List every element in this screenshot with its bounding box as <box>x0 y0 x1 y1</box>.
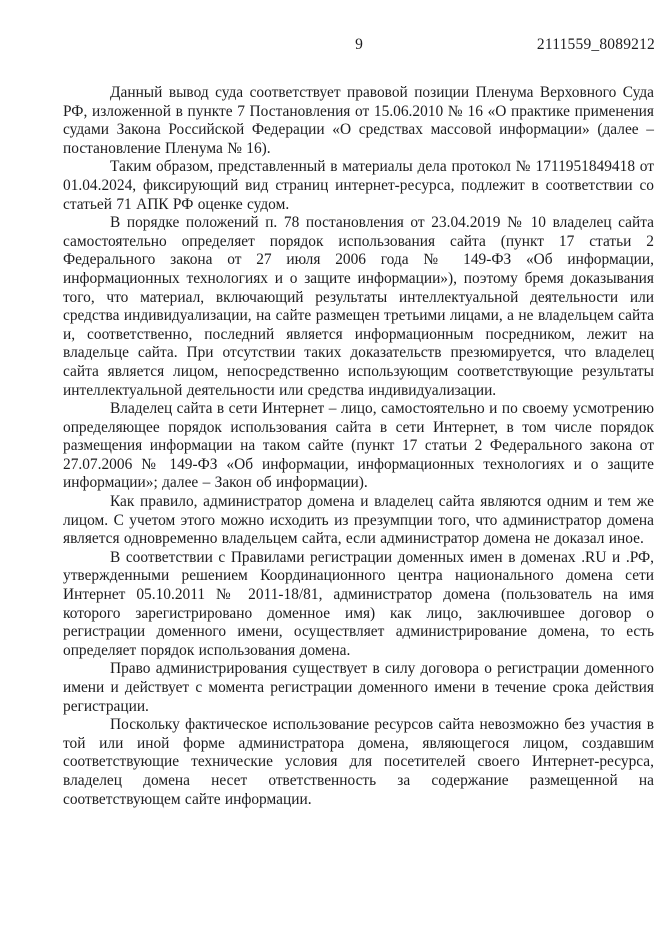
paragraph: Владелец сайта в сети Интернет – лицо, самостоятельно и по своему усмотрению определяющее порядок использования сайта в сети Интернет, в том числе порядок размещения информации на таком сайте (пункт 17 статьи 2 Федерального закона от 27.07.2006 № 149-ФЗ «Об информации, информационных технологиях и о защите информации»; далее – Закон об информации). <box>63 400 654 492</box>
case-number: 2111559_8089212 <box>536 36 655 53</box>
paragraph: В соответствии с Правилами регистрации доменных имен в доменах .RU и .РФ, утвержденными решением Координационного центра национального домена сети Интернет 05.10.2011 № 2011-18/81, администратор домена (пользователь на имя которого зарегистрировано доменное имя) как лицо, заключившее договор о регистрации доменного имени, осуществляет администрирование домена, то есть определяет порядок использования домена. <box>63 548 654 659</box>
page-header <box>63 36 655 56</box>
paragraph: Поскольку фактическое использование ресурсов сайта невозможно без участия в той или иной форме администратора домена, являющегося лицом, создавшим соответствующие технические условия для посетителей своего Интернет-ресурса, владелец домена несет ответственность за содержание размещенной на соответствующем сайте информации. <box>63 716 654 808</box>
paragraph: Как правило, администратор домена и владелец сайта являются одним и тем же лицом. С учетом этого можно исходить из презумпции того, что администратор домена является одновременно владельцем сайта, если администратор домена не доказал иное. <box>63 493 654 548</box>
paragraph: Таким образом, представленный в материалы дела протокол № 1711951849418 от 01.04.2024, фиксирующий вид страниц интернет-ресурса, подлежит в соответствии со статьей 71 АПК РФ оценке судом. <box>63 158 654 213</box>
paragraph: В порядке положений п. 78 постановления от 23.04.2019 № 10 владелец сайта самостоятельно определяет порядок использования сайта (пункт 17 статьи 2 Федерального закона от 27 июля 2006 года № 149-ФЗ «Об информации, информационных технологиях и о защите информации»), поэтому бремя доказывания того, что материал, включающий результаты интеллектуальной деятельности или средства индивидуализации, на сайте размещен третьими лицами, а не владельцем сайта и, соответственно, последний является информационным посредником, лежит на владельце сайта. При отсутствии таких доказательств презюмируется, что владелец сайта является лицом, непосредственно использующим соответствующие результаты интеллектуальной деятельности или средства индивидуализации. <box>63 214 654 399</box>
paragraph: Право администрирования существует в силу договора о регистрации доменного имени и действует с момента регистрации доменного имени в течение срока действия регистрации. <box>63 660 654 715</box>
page-number: 9 <box>355 36 363 53</box>
paragraph: Данный вывод суда соответствует правовой позиции Пленума Верховного Суда РФ, изложенной в пункте 7 Постановления от 15.06.2010 № 16 «О практике применения судами Закона Российской Федерации «О средствах массовой информации» (далее – постановление Пленума № 16). <box>63 84 654 157</box>
document-body <box>63 84 654 809</box>
